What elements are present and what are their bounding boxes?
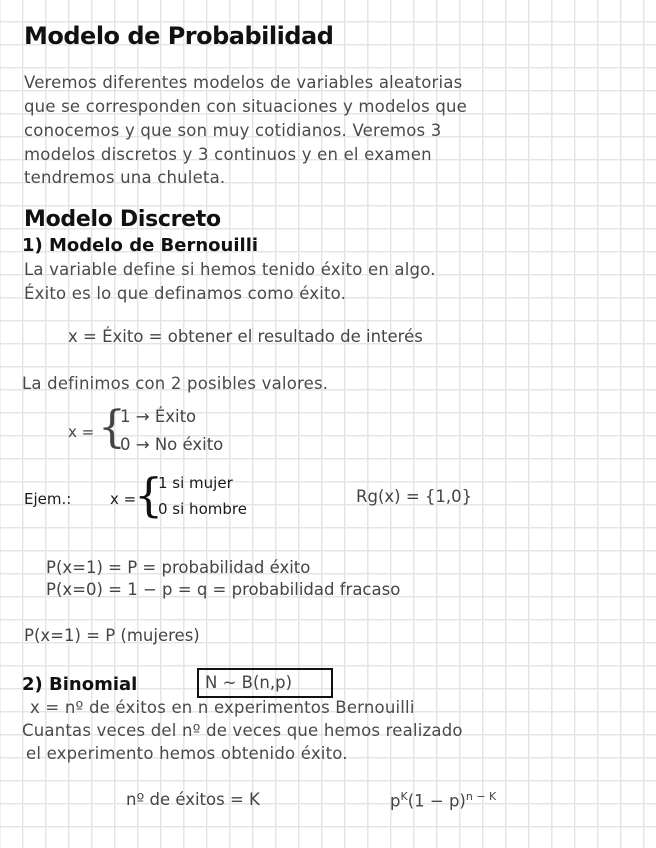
binomial-desc-line: Cuantas veces del nº de veces que hemos realizado	[22, 721, 463, 740]
example-case-man: 0 si hombre	[158, 500, 247, 518]
example-range: Rg(x) = {1,0}	[356, 487, 473, 506]
formula-base: p	[390, 791, 401, 811]
subsection-heading-binomial: 2) Binomial	[22, 674, 138, 695]
example-case-woman: 1 si mujer	[158, 474, 233, 492]
cases-lhs: x =	[68, 423, 95, 441]
binomial-desc-line: el experimento hemos obtenido éxito.	[26, 744, 348, 763]
binomial-desc-line: x = nº de éxitos en n experimentos Bernouilli	[30, 698, 415, 717]
binomial-notation-box: N ~ B(n,p)	[197, 668, 333, 698]
section-heading-discrete: Modelo Discreto	[24, 207, 221, 232]
probability-failure: P(x=0) = 1 − p = q = probabilidad fracaso	[46, 580, 401, 599]
example-probability: P(x=1) = P (mujeres)	[24, 626, 200, 645]
case-failure: 0 → No éxito	[120, 435, 224, 454]
intro-line: tendremos una chuleta.	[24, 168, 226, 187]
bernoulli-desc-line: La variable define si hemos tenido éxito en algo.	[24, 260, 436, 279]
bernoulli-definition: x = Éxito = obtener el resultado de interés	[68, 327, 423, 346]
page-title: Modelo de Probabilidad	[24, 22, 334, 50]
formula-exponent-k: K	[400, 790, 408, 803]
intro-line: conocemos y que son muy cotidianos. Veremos 3	[24, 121, 442, 140]
intro-line: que se corresponden con situaciones y modelos que	[24, 97, 467, 116]
bernoulli-desc-line: Éxito es lo que definamos como éxito.	[24, 284, 347, 303]
brace-icon: {	[98, 402, 126, 453]
example-label: Ejem.:	[24, 490, 72, 508]
intro-line: Veremos diferentes modelos de variables aleatorias	[24, 73, 463, 92]
probability-success: P(x=1) = P = probabilidad éxito	[46, 558, 311, 577]
binomial-formula	[390, 790, 496, 811]
binomial-successes: nº de éxitos = K	[126, 790, 260, 809]
example-lhs: x =	[110, 490, 137, 508]
case-success: 1 → Éxito	[120, 407, 197, 426]
brace-icon: {	[134, 468, 164, 522]
formula-exponent-n-k: n − K	[465, 790, 497, 803]
intro-line: modelos discretos y 3 continuos y en el examen	[24, 145, 432, 164]
formula-complement: (1 − p)	[407, 791, 466, 811]
subsection-heading-bernoulli: 1) Modelo de Bernouilli	[22, 235, 259, 256]
values-intro: La definimos con 2 posibles valores.	[22, 374, 329, 393]
